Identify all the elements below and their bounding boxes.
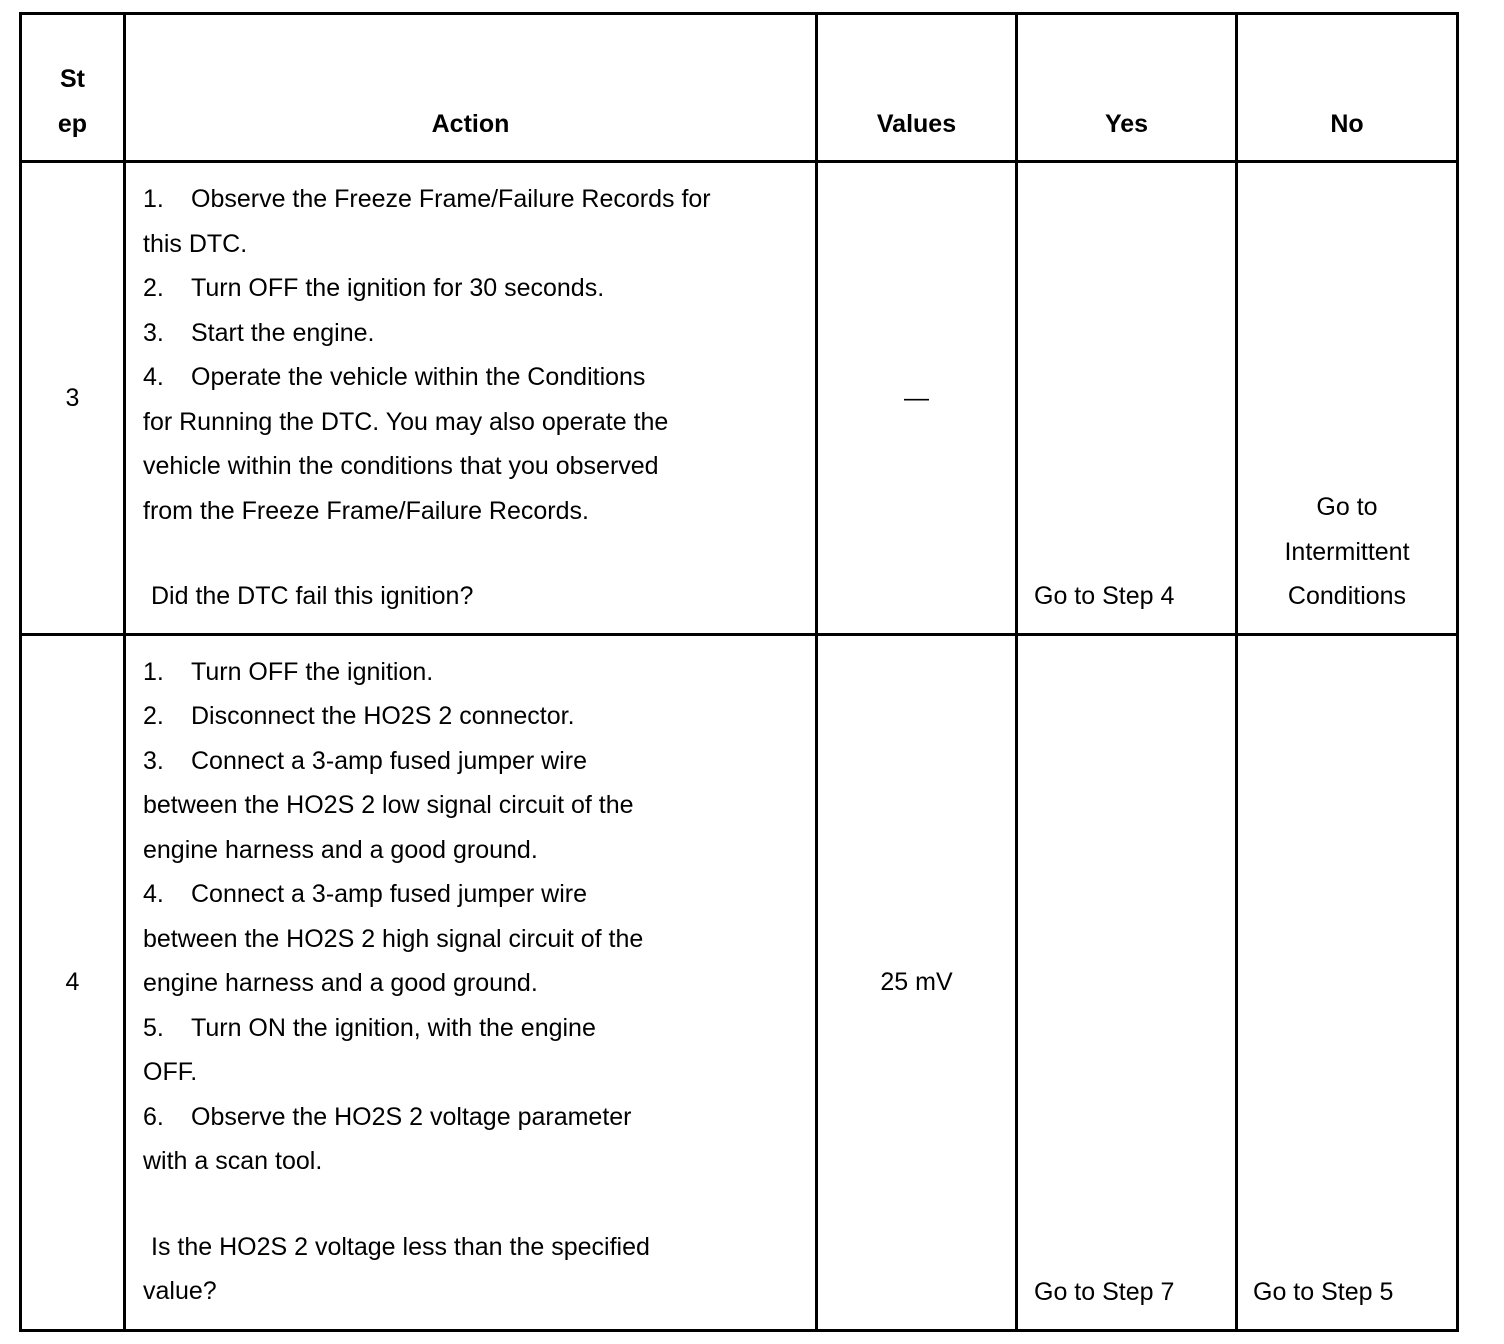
step-number: 3 bbox=[21, 162, 125, 635]
no-cell bbox=[1237, 162, 1458, 635]
table-row-step-3 bbox=[21, 162, 1458, 635]
header-action: Action bbox=[125, 14, 817, 162]
action-line: vehicle within the conditions that you observed bbox=[143, 452, 659, 480]
yes-cell: Go to Step 4 bbox=[1017, 162, 1237, 635]
action-line: 1. Turn OFF the ignition. bbox=[143, 657, 434, 686]
action-line: 3. Connect a 3-amp fused jumper wire bbox=[143, 746, 588, 775]
action-line: this DTC. bbox=[143, 229, 248, 258]
action-line: 1. Observe the Freeze Frame/Failure Records for bbox=[143, 185, 711, 213]
values-cell: 25 mV bbox=[817, 634, 1017, 1330]
header-row bbox=[21, 14, 1458, 162]
action-line: 4. Connect a 3-amp fused jumper wire bbox=[143, 880, 588, 908]
action-line: 2. Turn OFF the ignition for 30 seconds. bbox=[143, 274, 605, 302]
action-line: with a scan tool. bbox=[143, 1147, 323, 1175]
yes-cell: Go to Step 7 bbox=[1017, 634, 1237, 1330]
header-step-line1: St bbox=[60, 65, 85, 93]
action-cell bbox=[125, 634, 817, 1330]
action-question-cont: value? bbox=[143, 1277, 217, 1305]
no-cell: Go to Step 5 bbox=[1237, 634, 1458, 1330]
values-cell: — bbox=[817, 162, 1017, 635]
action-line: from the Freeze Frame/Failure Records. bbox=[143, 496, 589, 525]
action-line: 4. Operate the vehicle within the Conditions bbox=[143, 363, 646, 391]
action-line: between the HO2S 2 low signal circuit of the bbox=[143, 791, 634, 819]
action-line: between the HO2S 2 high signal circuit of the bbox=[143, 924, 644, 953]
action-question: Did the DTC fail this ignition? bbox=[151, 582, 474, 610]
action-line: OFF. bbox=[143, 1058, 198, 1086]
action-line: 5. Turn ON the ignition, with the engine bbox=[143, 1013, 596, 1042]
no-line: Intermittent bbox=[1284, 537, 1410, 566]
action-line: 2. Disconnect the HO2S 2 connector. bbox=[143, 702, 575, 730]
table-row-step-4 bbox=[21, 634, 1458, 1330]
action-line: engine harness and a good ground. bbox=[143, 969, 538, 997]
header-step-line2: ep bbox=[57, 109, 88, 138]
header-no: No bbox=[1237, 14, 1458, 162]
header-values: Values bbox=[817, 14, 1017, 162]
action-line: 3. Start the engine. bbox=[143, 318, 375, 347]
action-line: 6. Observe the HO2S 2 voltage parameter bbox=[143, 1102, 632, 1131]
no-line: Conditions bbox=[1287, 582, 1407, 610]
action-question: Is the HO2S 2 voltage less than the specified bbox=[151, 1232, 650, 1261]
no-line: Go to bbox=[1316, 493, 1378, 521]
action-line: for Running the DTC. You may also operate the bbox=[143, 407, 669, 436]
header-yes: Yes bbox=[1017, 14, 1237, 162]
action-line: engine harness and a good ground. bbox=[143, 835, 538, 864]
diagnostic-table bbox=[19, 12, 1459, 1332]
action-cell bbox=[125, 162, 817, 635]
header-step bbox=[21, 14, 125, 162]
step-number: 4 bbox=[21, 634, 125, 1330]
